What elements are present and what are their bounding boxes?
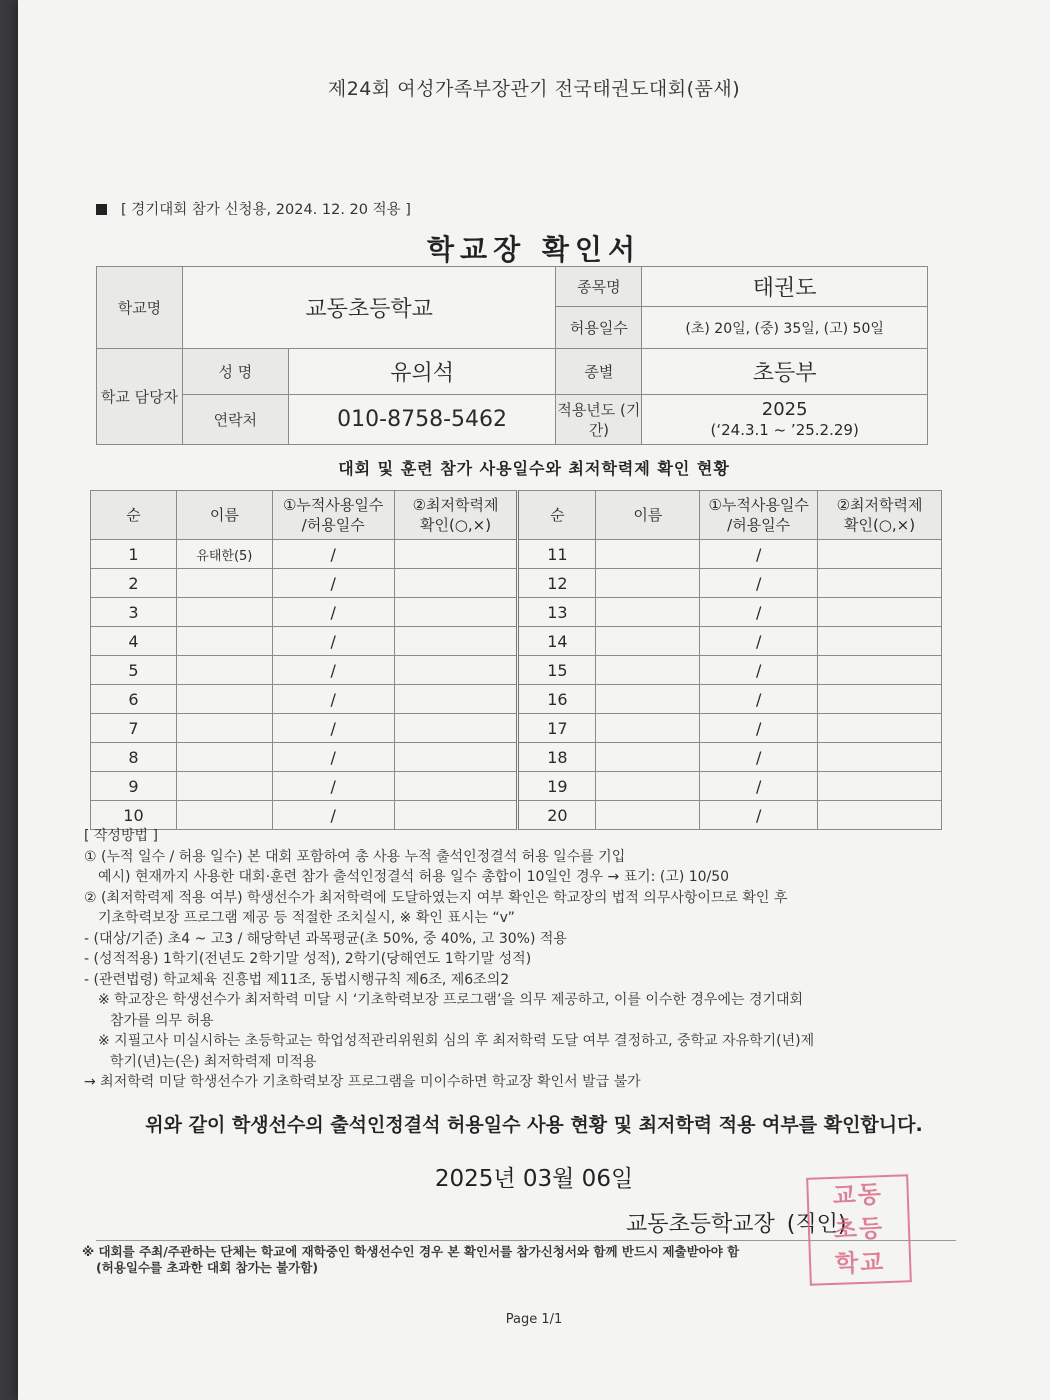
row-name [176,627,272,656]
row-no: 9 [91,772,177,801]
event-value: 태권도 [642,267,928,307]
row-days: / [272,656,394,685]
row-min-check-right [818,627,942,656]
row-min-check [394,598,518,627]
row-name [176,743,272,772]
row-no-right: 14 [518,627,596,656]
name-label: 성 명 [182,349,288,395]
header-min-right [818,491,942,540]
table-row [91,656,942,685]
usage-header-row [91,491,942,540]
header-name: 이름 [176,491,272,540]
division-label: 종별 [556,349,642,395]
period-value: (‘24.3.1 ~ ’25.2.29) [710,420,859,439]
row-no-right: 19 [518,772,596,801]
row-days: / [272,540,394,569]
row-min-check [394,656,518,685]
row-days-right: / [700,598,818,627]
row-name-right [596,743,700,772]
instruction-line: 학기(년)는(은) 최저학력제 미적용 [110,1053,317,1070]
header-days [272,491,394,540]
header-days-line1: ①누적사용일수 [282,496,384,514]
instruction-line: ※ 지필고사 미실시하는 초등학교는 학업성적관리위원회 심의 후 최저학력 도달 여부 결정하고, 중학교 자유학기(년)제 [98,1033,815,1049]
days-value: (초) 20일, (중) 35일, (고) 50일 [642,307,928,349]
official-seal-stamp: 교동 초등 학교 [806,1174,912,1285]
instruction-line: 참가를 의무 허용 [110,1012,214,1029]
instruction-line: 예시) 현재까지 사용한 대회·훈련 참가 출석인정결석 허용 일수 총합이 10일인 경우 → 표기: (고) 10/50 [98,869,730,885]
division-value: 초등부 [642,349,928,395]
row-min-check-right [818,685,942,714]
row-no: 3 [91,598,177,627]
row-no: 2 [91,569,177,598]
row-days-right: / [700,772,818,801]
row-name-right [596,656,700,685]
row-no: 4 [91,627,177,656]
row-days: / [272,627,394,656]
row-days: / [272,743,394,772]
instructions-heading: [ 작성방법 ] [84,828,158,844]
footnote-line: (허용일수를 초과한 대회 참가는 불가함) [96,1260,319,1275]
year-cell [642,395,928,445]
row-name-right [596,540,700,569]
principal-name: 교동초등학교장 [626,1212,775,1237]
header-min-line2: 확인(○,×) [419,516,492,534]
row-min-check-right [818,714,942,743]
footnote-line: ※ 대회를 주최/주관하는 단체는 학교에 재학중인 학생선수인 경우 본 확인서를 참가신청서와 함께 반드시 제출받아야 함 [82,1244,740,1259]
row-no: 5 [91,656,177,685]
row-days-right: / [700,743,818,772]
row-min-check-right [818,656,942,685]
event-title: 제24회 여성가족부장관기 전국태권도대회(품새) [327,78,741,100]
apply-note [96,198,411,219]
header-name-right: 이름 [596,491,700,540]
row-name [176,656,272,685]
row-days: / [272,569,394,598]
row-days: / [272,801,394,830]
usage-table [90,490,942,830]
row-name [176,714,272,743]
header-days-right [700,491,818,540]
seal-mark: (직인) [786,1212,847,1237]
year-value: 2025 [761,398,808,420]
row-days-right: / [700,801,818,830]
row-min-check-right [818,569,942,598]
row-no: 1 [91,540,177,569]
instruction-line: - (성적적용) 1학기(전년도 2학기말 성적), 2학기(당해연도 1학기말 성적) [84,951,532,967]
row-name-right [596,627,700,656]
school-label: 학교명 [97,267,183,349]
row-days-right: / [700,627,818,656]
document-title: 학교장 확인서 [426,233,642,266]
row-no-right: 16 [518,685,596,714]
row-no-right: 11 [518,540,596,569]
row-days-right: / [700,540,818,569]
footnote-divider [96,1240,956,1241]
row-name-right [596,685,700,714]
issue-date: 2025년 03월 06일 [434,1166,634,1192]
apply-note-text: [ 경기대회 참가 신청용, 2024. 12. 20 적용 ] [121,202,411,218]
row-no-right: 18 [518,743,596,772]
row-name [176,685,272,714]
row-name [176,772,272,801]
row-no-right: 12 [518,569,596,598]
row-name-right [596,569,700,598]
instruction-line: 기초학력보장 프로그램 제공 등 적절한 조치실시, ※ 확인 표시는 “v” [98,910,515,926]
table-row [91,685,942,714]
header-min-right-line1: ②최저학력제 [836,496,923,514]
row-days-right: / [700,685,818,714]
confirmation-statement: 위와 같이 학생선수의 출석인정결석 허용일수 사용 현황 및 최저학력 적용 여부를 확인합니다. [145,1114,923,1136]
usage-title: 대회 및 훈련 참가 사용일수와 최저학력제 확인 현황 [338,459,730,478]
name-value: 유의석 [288,349,556,395]
event-label: 종목명 [556,267,642,307]
instruction-line: ① (누적 일수 / 허용 일수) 본 대회 포함하여 총 사용 누적 출석인정결석 허용 일수를 기입 [84,848,626,865]
row-name-right [596,714,700,743]
header-min [394,491,518,540]
row-min-check-right [818,540,942,569]
header-days-line2: /허용일수 [301,516,365,534]
row-name [176,598,272,627]
year-label: 적용년도 (기간) [556,395,642,445]
row-min-check [394,743,518,772]
row-name-right [596,772,700,801]
header-days-right-line1: ①누적사용일수 [708,496,809,514]
row-no-right: 17 [518,714,596,743]
instructions [84,826,984,1093]
instruction-line: - (관련법령) 학교체육 진흥법 제11조, 동법시행규칙 제6조, 제6조의2 [84,971,510,988]
header-no-right: 순 [518,491,596,540]
row-min-check-right [818,598,942,627]
row-min-check [394,627,518,656]
row-min-check-right [818,772,942,801]
row-min-check [394,540,518,569]
row-days: / [272,598,394,627]
row-days: / [272,772,394,801]
row-min-check [394,685,518,714]
table-row [91,627,942,656]
row-name-right [596,598,700,627]
header-min-line1: ②최저학력제 [412,496,499,514]
document-page [18,0,1050,1400]
row-no-right: 15 [518,656,596,685]
bullet-square-icon [96,204,107,215]
header-min-right-line2: 확인(○,×) [843,516,916,534]
table-row [91,714,942,743]
school-info-table [96,266,928,445]
table-row [91,772,942,801]
row-no: 6 [91,685,177,714]
header-no: 순 [91,491,177,540]
school-value: 교동초등학교 [182,267,556,349]
instruction-line: - (대상/기준) 초4 ~ 고3 / 해당학년 과목평균(초 50%, 중 40%, 고 30%) 적용 [84,930,567,947]
instruction-line: ② (최저학력제 적용 여부) 학생선수가 최저학력에 도달하였는지 여부 확인은 학교장의 법적 의무사항이므로 확인 후 [84,889,788,906]
row-no: 7 [91,714,177,743]
row-min-check [394,714,518,743]
row-days-right: / [700,569,818,598]
days-label: 허용일수 [556,307,642,349]
header-days-right-line2: /허용일수 [727,516,791,534]
instruction-line: ※ 학교장은 학생선수가 최저학력 미달 시 ‘기초학력보장 프로그램’을 의무 제공하고, 이를 이수한 경우에는 경기대회 [98,992,804,1008]
table-row [91,569,942,598]
row-name [176,569,272,598]
table-row [91,598,942,627]
row-days: / [272,685,394,714]
row-min-check [394,569,518,598]
page-number: Page 1/1 [505,1312,563,1327]
row-no: 8 [91,743,177,772]
row-days: / [272,714,394,743]
row-min-check [394,772,518,801]
instruction-line: → 최저학력 미달 학생선수가 기초학력보장 프로그램을 미이수하면 학교장 확인서 발급 불가 [84,1074,641,1090]
row-name: 유태한(5) [176,540,272,569]
row-no-right: 13 [518,598,596,627]
contact-value: 010-8758-5462 [288,395,556,445]
contact-label: 연락처 [182,395,288,445]
row-min-check-right [818,743,942,772]
manager-label: 학교 담당자 [97,349,183,445]
table-row [91,540,942,569]
table-row [91,743,942,772]
row-no-right: 20 [518,801,596,830]
row-days-right: / [700,714,818,743]
row-days-right: / [700,656,818,685]
footnote [82,1244,962,1276]
row-no: 10 [91,801,177,830]
